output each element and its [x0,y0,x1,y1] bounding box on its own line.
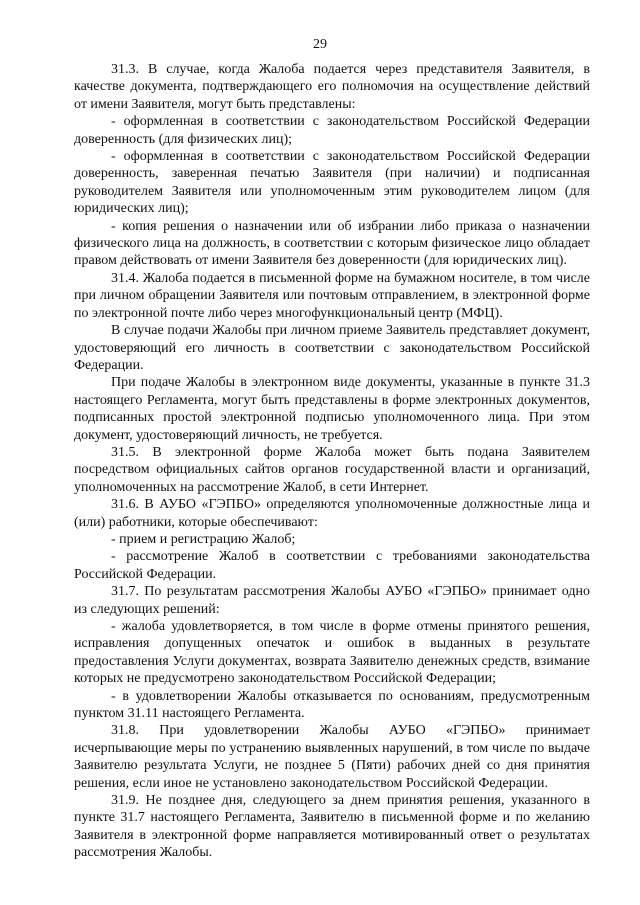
list-item-power-of-attorney-individual: - оформленная в соответствии с законодательством Российской Федерации доверенность (для физических лиц); [74,114,590,147]
list-item-appointment-order: - копия решения о назначении или об избрании либо приказа о назначении физического лица на должность, в соответствии с которым физическое лицо обладает правом действовать от имени Заявителя без доверенности (для юридических лиц). [74,218,590,269]
page-number: 29 [313,37,327,52]
list-item-power-of-attorney-legal: - оформленная в соответствии с законодательством Российской Федерации доверенность, заверенная печатью Заявителя (при наличии) и подписанная руководителем Заявителя или уполномоченным этим руководителем лицом (для юридических лиц); [74,149,590,217]
list-item-consideration: - рассмотрение Жалоб в соответствии с требованиями законодательства Российской Федерации. [74,549,590,582]
paragraph-31-7: 31.7. По результатам рассмотрения Жалобы АУБО «ГЭПБО» принимает одно из следующих решений: [74,584,590,617]
paragraph-31-4: 31.4. Жалоба подается в письменной форме на бумажном носителе, в том числе при личном обращении Заявителя или почтовым отправлением, в электронной форме по электронной почте либо через многофункциональный центр (МФЦ). [74,270,590,321]
document-body [74,61,590,862]
paragraph-31-5: 31.5. В электронной форме Жалоба может быть подана Заявителем посредством официальных сайтов органов государственной власти и организаций, уполномоченных на рассмотрение Жалоб, в сети Интернет. [74,444,590,495]
paragraph-31-9: 31.9. Не позднее дня, следующего за днем принятия решения, указанного в пункте 31.7 настоящего Регламента, Заявителю в письменной форме и по желанию Заявителя в электронной форме направляется мотивированный ответ о результатах рассмотрения Жалобы. [74,793,590,861]
list-item-complaint-refused: - в удовлетворении Жалобы отказывается по основаниям, предусмотренным пунктом 31.11 настоящего Регламента. [74,688,590,722]
list-item-complaint-satisfied: - жалоба удовлетворяется, в том числе в форме отмены принятого решения, исправления допущенных опечаток и ошибок в выданных в результате предоставления Услуги документах, возврата Заявителю денежных средств, взимание которых не предусмотрено законодательством Российской Федерации; [74,619,590,687]
paragraph-31-3: 31.3. В случае, когда Жалоба подается через представителя Заявителя, в качестве документа, подтверждающего его полномочия на осуществление действий от имени Заявителя, могут быть представлены: [74,62,590,112]
paragraph-31-6: 31.6. В АУБО «ГЭПБО» определяются уполномоченные должностные лица и (или) работники, которые обеспечивают: [74,497,590,530]
paragraph-personal-submission: В случае подачи Жалобы при личном приеме Заявитель представляет документ, удостоверяющий его личность в соответствии с законодательством Российской Федерации. [74,323,590,373]
list-item-receipt-registration: - прием и регистрацию Жалоб; [111,531,296,547]
paragraph-31-8: 31.8. При удовлетворении Жалобы АУБО «ГЭПБО» принимает исчерпывающие меры по устранению выявленных нарушений, в том числе по выдаче Заявителю результата Услуги, не позднее 5 (Пяти) рабочих дней со дня принятия решения, если иное не установлено законодательством Российской Федерации. [74,723,590,791]
paragraph-electronic-submission: При подаче Жалобы в электронном виде документы, указанные в пункте 31.3 настоящего Регламента, могут быть представлены в форме электронных документов, подписанных простой электронной подписью уполномоченного лица. При этом документ, удостоверяющий личность, не требуется. [74,375,590,443]
